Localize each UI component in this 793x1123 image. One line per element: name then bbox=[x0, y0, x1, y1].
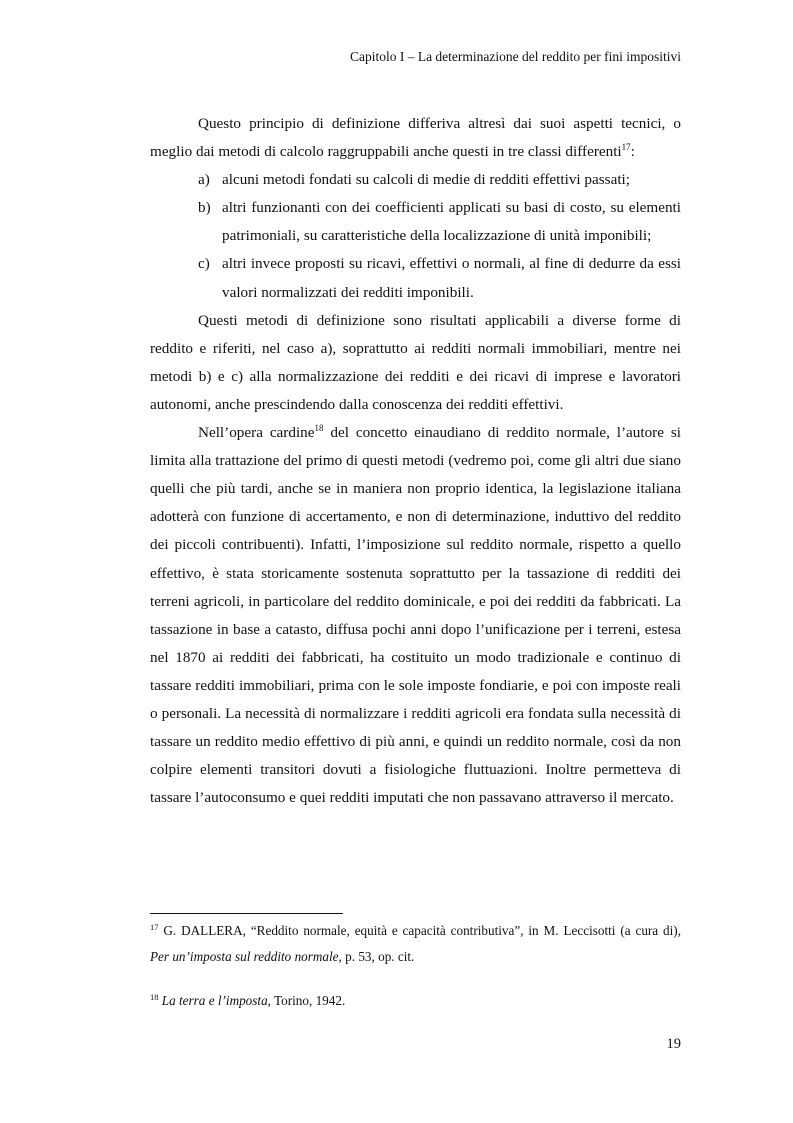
paragraph-3 bbox=[150, 419, 681, 812]
footnote-title: La terra e l’imposta bbox=[161, 993, 268, 1008]
list-marker: a) bbox=[198, 171, 210, 189]
list-marker: b) bbox=[198, 199, 211, 217]
paragraph-1-tail: : bbox=[630, 143, 635, 161]
paragraph-3-text: del concetto einaudiano di reddito normale, l’autore si limita alla trattazione del primo di questi metodi (vedremo poi, come gli altri due siano quelli che più tardi, anche se in maniera non proprio identica, la legislazione italiana adotterà con funzione di accertamento, e non di determinazione, induttivo del reddito dei piccoli contribuenti). Infatti, l’imposizione sul reddito normale, rispetto a quello effettivo, è stata storicamente sostenuta soprattutto per la tassazione di redditi dei terreni agricoli, in particolare del reddito dominicale, e poi dei redditi da fabbricati. La tassazione in base a catasto, diffusa pochi anni dopo l’unificazione per i terreni, estesa nel 1870 ai redditi dei fabbricati, ha costituito un modo tradizionale e continuo di tassare redditi immobiliari, prima con le sole imposte fondiarie, e poi con imposte reali o personali. La necessità di normalizzare i redditi agricoli era fondata sulla necessità di tassare un reddito medio effettivo di più anni, e quindi un reddito normale, così da non colpire elementi transitori dovuti a fisiologiche fluttuazioni. Inoltre permetteva di tassare l’autoconsumo e quei redditi imputati che non passavano attraverso il mercato. bbox=[150, 424, 681, 807]
list-item-text: altri funzionanti con dei coefficienti applicati su basi di costo, su elementi patrimoniali, su caratteristiche della localizzazione di unità imponibili; bbox=[222, 199, 681, 245]
paragraph-3-lead: Nell’opera cardine bbox=[198, 424, 315, 442]
footnote-18 bbox=[150, 988, 681, 1014]
body-text bbox=[150, 110, 681, 812]
footnote-number: 17 bbox=[150, 922, 159, 932]
list-item bbox=[150, 250, 681, 306]
list-item-text: altri invece proposti su ricavi, effettivi o normali, al fine di dedurre da essi valori normalizzati dei redditi imponibili. bbox=[222, 255, 681, 301]
page-number: 19 bbox=[666, 1036, 681, 1052]
document-page bbox=[150, 0, 681, 1123]
running-header: Capitolo I – La determinazione del reddito per fini impositivi bbox=[349, 49, 681, 64]
footnote-17 bbox=[150, 918, 681, 970]
paragraph-2: Questi metodi di definizione sono risultati applicabili a diverse forme di reddito e riferiti, nel caso a), soprattutto ai redditi normali immobiliari, mentre nei metodi b) e c) alla normalizzazione dei redditi e dei ricavi di imprese e lavoratori autonomi, anche prescindendo dalla conoscenza dei redditi effettivi. bbox=[150, 311, 681, 413]
list-item-text: alcuni metodi fondati su calcoli di medie di redditi effettivi passati; bbox=[222, 171, 630, 189]
list-item bbox=[150, 166, 681, 194]
footnote-text: G. DALLERA, “Reddito normale, equità e capacità contributiva”, in M. Leccisotti (a cura di), bbox=[158, 923, 681, 938]
paragraph-1-text: Questo principio di definizione differiva altresì dai suoi aspetti tecnici, o meglio dai metodi di calcolo raggruppabili anche questi in tre classi differenti bbox=[150, 115, 681, 161]
list-item bbox=[150, 194, 681, 250]
footnote-number: 18 bbox=[150, 992, 159, 1002]
footnote-divider bbox=[150, 913, 343, 914]
footnote-title: Per un’imposta sul reddito normale bbox=[150, 949, 339, 964]
footnote-tail: , p. 53, op. cit. bbox=[338, 949, 415, 964]
footnote-ref-17[interactable]: 17 bbox=[621, 142, 631, 153]
footnote-ref-18[interactable]: 18 bbox=[314, 423, 324, 434]
list-marker: c) bbox=[198, 255, 210, 273]
paragraph-1 bbox=[150, 110, 681, 166]
method-list bbox=[150, 166, 681, 306]
footnote-tail: , Torino, 1942. bbox=[267, 993, 346, 1008]
